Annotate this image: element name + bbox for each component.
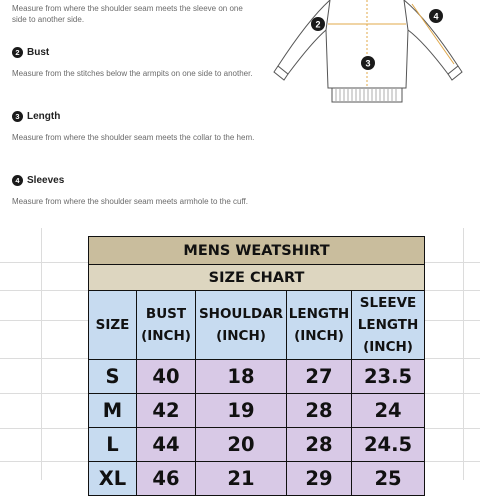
sweatshirt-diagram-icon xyxy=(268,0,468,110)
sleeve-cell: 24.5 xyxy=(352,428,425,462)
bust-label: Bust xyxy=(27,47,50,58)
header-length-line1: LENGTH xyxy=(288,306,350,322)
length-label: Length xyxy=(27,111,61,122)
header-length-line2: (INCH) xyxy=(294,328,344,344)
bust-cell: 42 xyxy=(137,394,196,428)
sleeves-heading xyxy=(12,175,64,186)
header-shoulder-line2: (INCH) xyxy=(216,328,266,344)
header-bust-line2: (INCH) xyxy=(141,328,191,344)
diagram-marker-3-icon xyxy=(361,56,375,70)
header-bust xyxy=(137,291,196,360)
table-row xyxy=(89,394,425,428)
shoulder-cell: 19 xyxy=(196,394,287,428)
shoulder-cell: 18 xyxy=(196,360,287,394)
sleeve-cell: 25 xyxy=(352,462,425,496)
header-sleeve xyxy=(352,291,425,360)
diagram-marker-2-icon xyxy=(311,17,325,31)
bust-cell: 46 xyxy=(137,462,196,496)
size-chart-table xyxy=(88,236,425,496)
bust-cell: 44 xyxy=(137,428,196,462)
header-size: SIZE xyxy=(89,291,137,360)
length-cell: 28 xyxy=(287,394,352,428)
svg-text:2: 2 xyxy=(315,19,321,30)
shoulder-instruction: Measure from where the shoulder seam meets the sleeve on one side to another side. xyxy=(12,4,243,24)
length-cell: 28 xyxy=(287,428,352,462)
number-3-icon: 3 xyxy=(12,111,23,122)
header-bust-line1: BUST xyxy=(145,306,187,322)
sleeve-cell: 24 xyxy=(352,394,425,428)
header-row xyxy=(89,291,425,360)
chart-title: MENS WEATSHIRT xyxy=(89,237,425,265)
svg-text:3: 3 xyxy=(365,58,371,69)
size-cell: S xyxy=(89,360,137,394)
size-cell: M xyxy=(89,394,137,428)
svg-text:4: 4 xyxy=(433,11,439,22)
size-cell: XL xyxy=(89,462,137,496)
grid-line xyxy=(41,228,42,480)
shoulder-cell: 20 xyxy=(196,428,287,462)
grid-line xyxy=(463,228,464,480)
table-row xyxy=(89,428,425,462)
header-shoulder xyxy=(196,291,287,360)
header-length xyxy=(287,291,352,360)
length-cell: 27 xyxy=(287,360,352,394)
number-4-icon: 4 xyxy=(12,175,23,186)
sleeves-label: Sleeves xyxy=(27,175,65,186)
bust-heading xyxy=(12,47,49,58)
sleeves-instruction: Measure from where the shoulder seam meets armhole to the cuff. xyxy=(12,197,248,206)
diagram-marker-4-icon xyxy=(429,9,443,23)
length-instruction: Measure from where the shoulder seam meets the collar to the hem. xyxy=(12,133,255,142)
table-row xyxy=(89,360,425,394)
number-2-icon: 2 xyxy=(12,47,23,58)
size-cell: L xyxy=(89,428,137,462)
length-cell: 29 xyxy=(287,462,352,496)
bust-cell: 40 xyxy=(137,360,196,394)
table-row xyxy=(89,462,425,496)
length-heading xyxy=(12,111,60,122)
header-sleeve-line3: (INCH) xyxy=(363,339,413,355)
chart-subtitle: SIZE CHART xyxy=(89,265,425,291)
header-shoulder-line1: SHOULDAR xyxy=(198,306,284,322)
header-sleeve-line1: SLEEVE xyxy=(359,295,417,311)
shoulder-cell: 21 xyxy=(196,462,287,496)
sleeve-cell: 23.5 xyxy=(352,360,425,394)
measurement-guide xyxy=(0,0,480,228)
header-sleeve-line2: LENGTH xyxy=(357,317,419,333)
bust-instruction: Measure from the stitches below the armpits on one side to another. xyxy=(12,69,253,78)
